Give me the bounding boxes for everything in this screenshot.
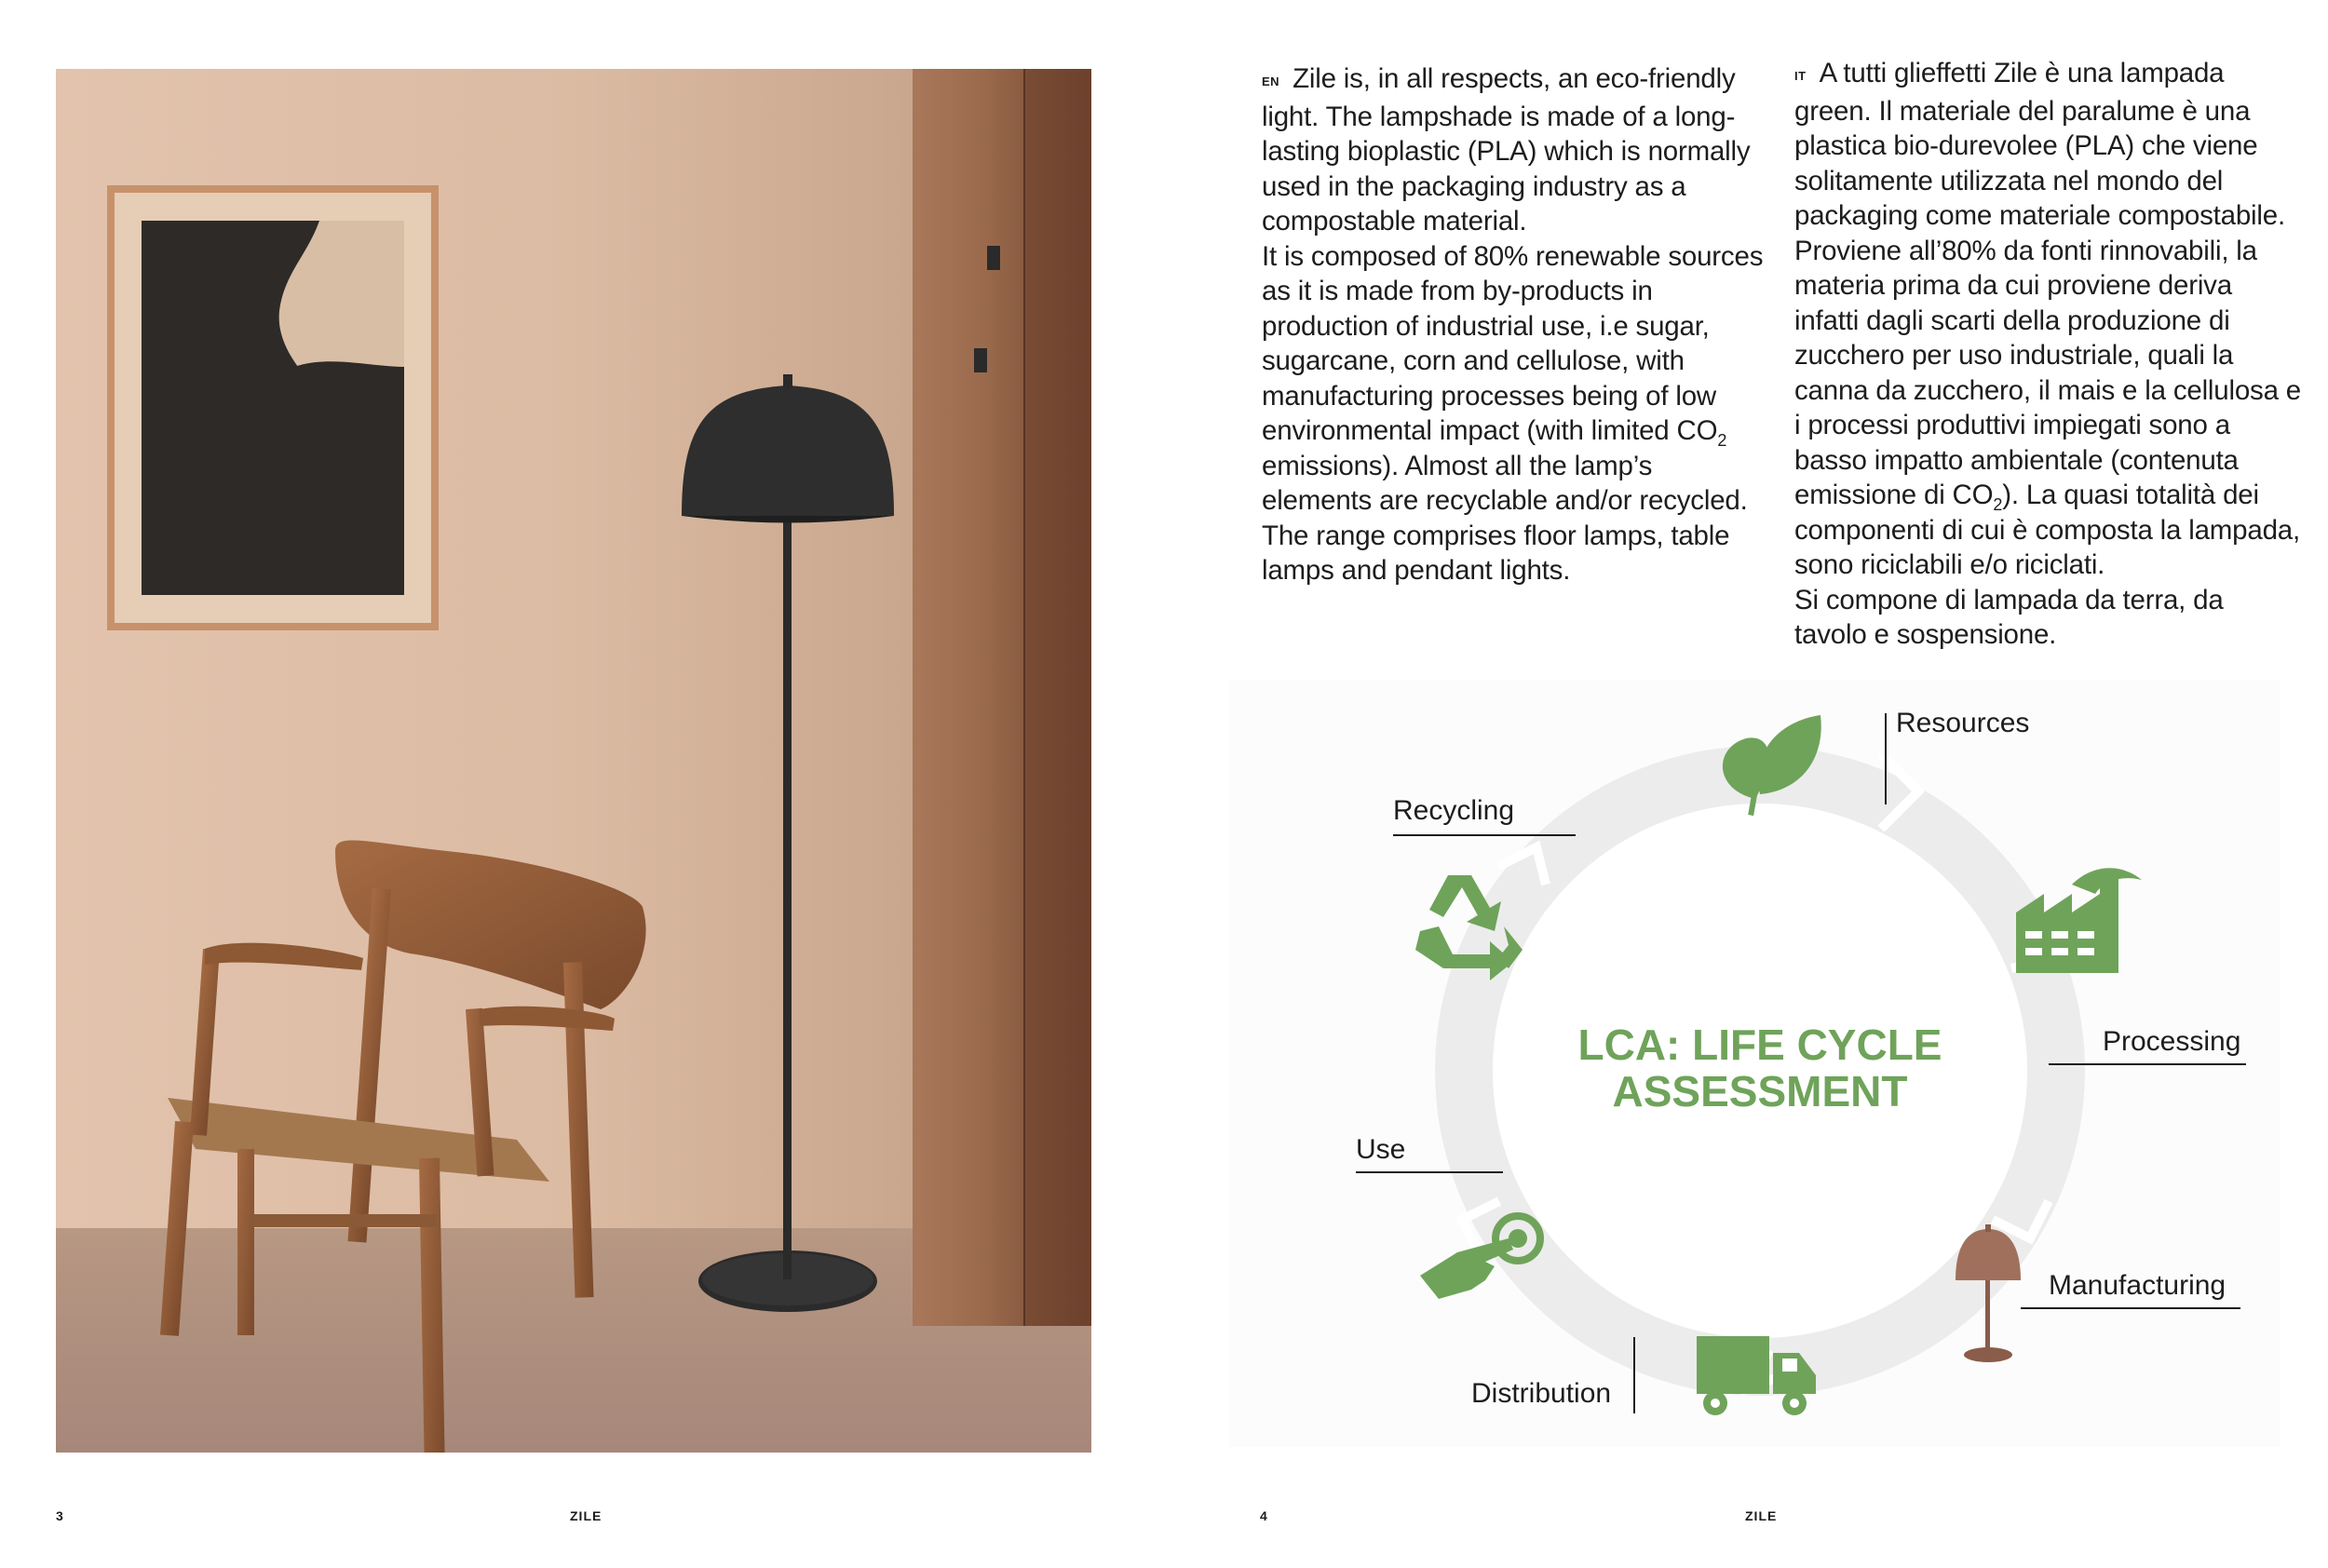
english-text-column: [1262, 61, 1769, 588]
lca-diagram: [1229, 680, 2280, 1447]
interior-photo: [56, 69, 1091, 1453]
diagram-title-line-1: LCA: LIFE CYCLE: [1577, 1021, 1942, 1069]
brand-footer-left: ZILE: [570, 1508, 602, 1523]
it-paragraph-2: Proviene all’80% da fonti rinnovabili, la materia prima da cui proviene deriva infatti dagli scarti della produzione di zucchero per uso industriale, quali la canna da zucchero, il mais e la cellulosa e i processi produttivi impiegati sono a basso impatto ambientale (contenuta emissione di $CO_2$). La quasi totalità dei componenti di cui è composta la lampada, sono riciclabili e/o riciclati.: [1794, 235, 2302, 580]
diagram-title-line-2: ASSESSMENT: [1612, 1067, 1908, 1115]
page-number-left: 3: [56, 1508, 64, 1523]
en-paragraph-1: EN Zile is, in all respects, an eco-friendly light. The lampshade is made of a long-lasting bioplastic (PLA) which is normally used in the packaging industry as a compostable material.: [1262, 63, 1751, 237]
en-paragraph-2: It is composed of 80% renewable sources as it is made from by-products in production of industrial use, i.e sugar, sugarcane, corn and cellulose, with manufacturing processes being of low environmental impact (with limited $CO_2$ emissions). Almost all the lamp’s elements are recyclable and/or recycled.: [1262, 240, 1764, 516]
stage-processing-label: Processing: [2103, 1026, 2241, 1057]
stage-recycling-label: Recycling: [1393, 795, 1515, 826]
stage-use-label: Use: [1356, 1134, 1406, 1165]
en-paragraph-3: The range comprises floor lamps, table lamps and pendant lights.: [1262, 520, 1730, 586]
it-paragraph-1: IT A tutti glieffetti Zile è una lampada green. Il materiale del paralume è una plastica bio-durevolee (PLA) che viene solitamente utilizzata nel mondo del packaging come materiale compostabile.: [1794, 58, 2285, 231]
brand-footer-right: ZILE: [1745, 1508, 1778, 1523]
italian-text-column: [1794, 56, 2302, 653]
page-number-right: 4: [1260, 1508, 1268, 1523]
it-language-tag: IT: [1794, 69, 1807, 83]
stage-resources-label: Resources: [1896, 708, 2030, 738]
stage-distribution-label: Distribution: [1471, 1378, 1612, 1409]
en-language-tag: EN: [1262, 74, 1280, 88]
stage-manufacturing-label: Manufacturing: [2049, 1270, 2226, 1301]
it-paragraph-3: Si compone di lampada da terra, da tavolo e sospensione.: [1794, 584, 2224, 650]
